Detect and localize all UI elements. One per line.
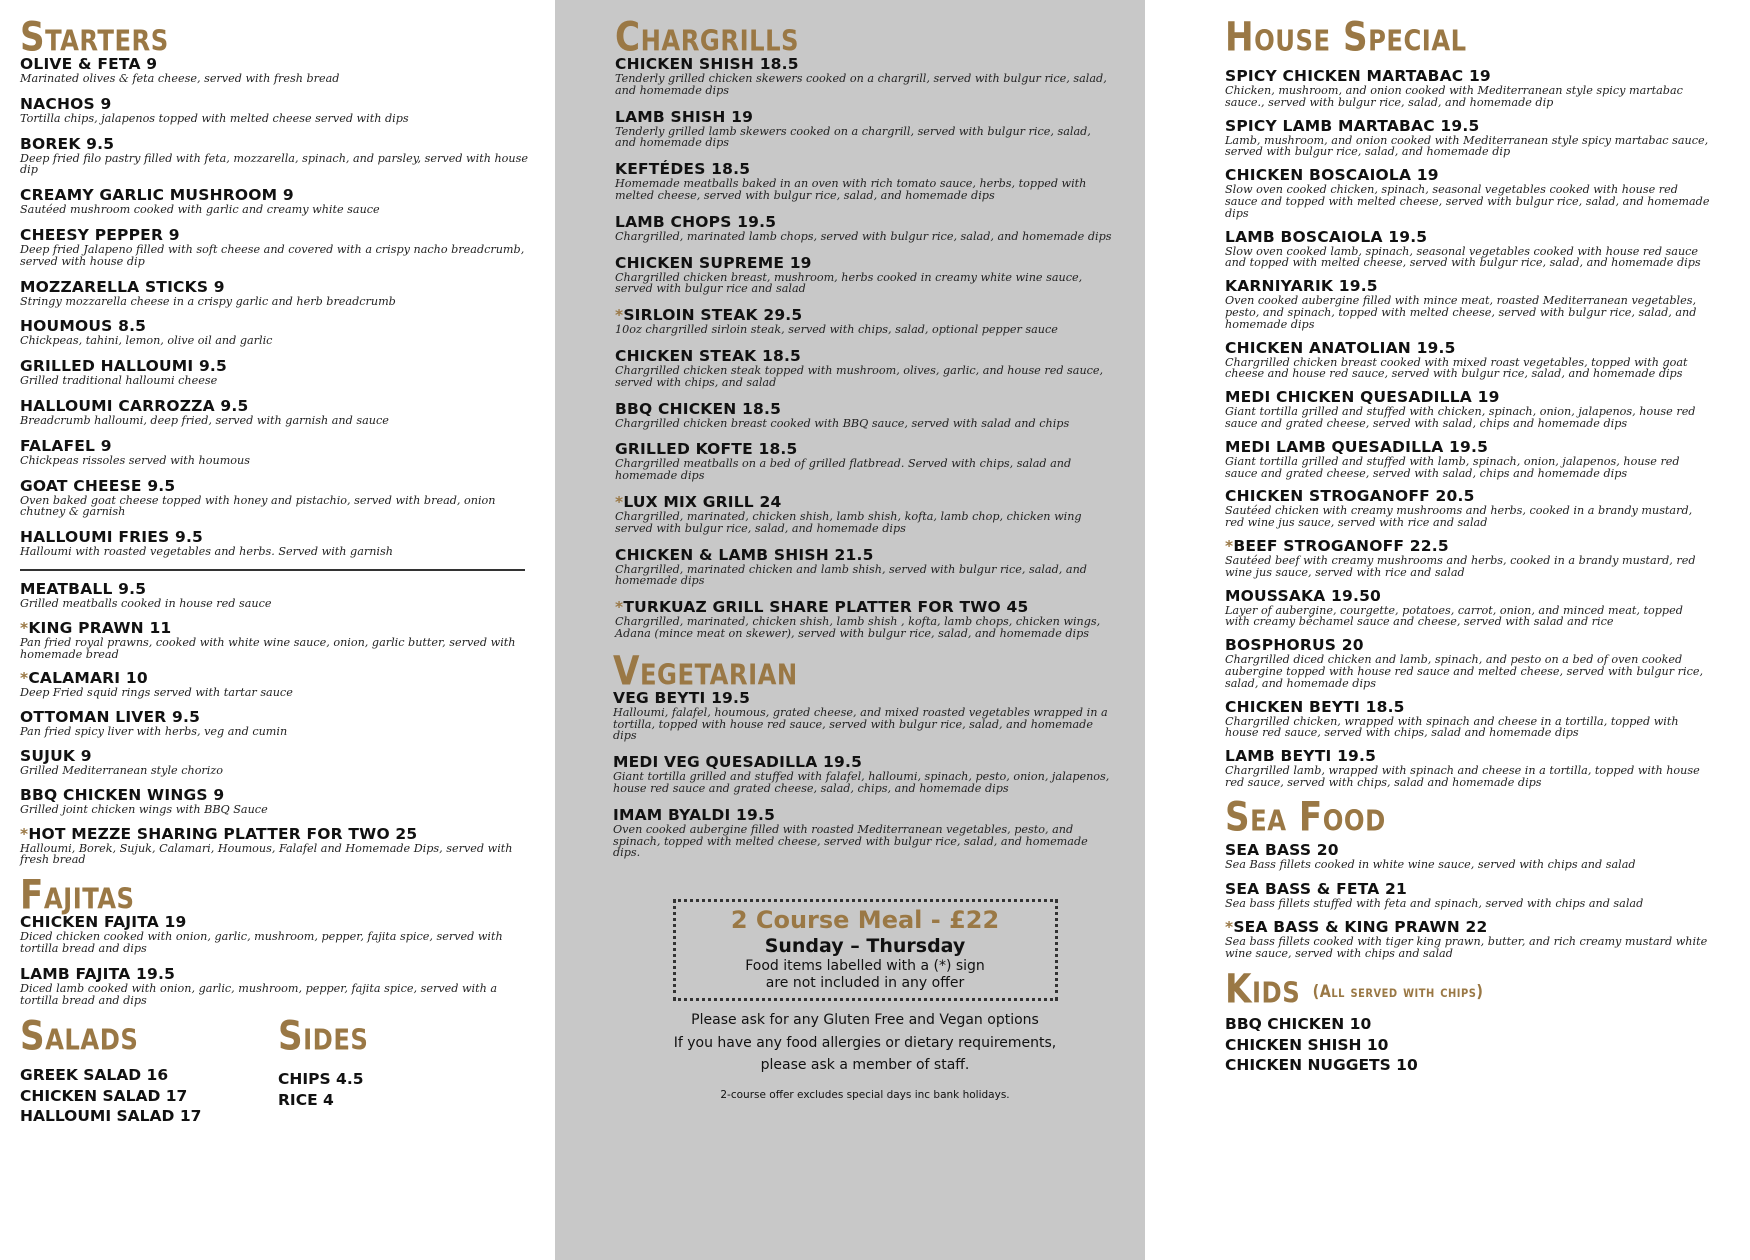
simple-menu-item: GREEK SALAD 16 — [20, 1066, 169, 1085]
sides-title: Sides — [278, 1013, 369, 1060]
menu-item — [613, 754, 1115, 795]
menu-item-name — [1225, 588, 1710, 605]
kids-title-text: Kids — [1225, 965, 1301, 1012]
menu-item-name — [1225, 699, 1710, 716]
menu-item-name — [615, 348, 1115, 365]
middle-column — [555, 0, 1145, 1260]
menu-item-description: Pan fried royal prawns, cooked with white wine sauce, onion, garlic butter, served with homemade bread — [20, 635, 516, 661]
excluded-offer-marker: * — [1225, 536, 1234, 555]
fajitas-list — [20, 914, 535, 1006]
menu-item — [1225, 637, 1710, 689]
menu-item — [1225, 588, 1710, 629]
menu-item — [20, 438, 535, 467]
simple-menu-item: CHIPS 4.5 — [278, 1070, 364, 1089]
menu-item-description: 10oz chargrilled sirloin steak, served with chips, salad, optional pepper sauce — [615, 323, 1058, 337]
menu-item-description: Halloumi, Borek, Sujuk, Calamari, Houmous, Falafel and Homemade Dips, served with fresh bread — [20, 841, 513, 867]
menu-item-title: SEA BASS & KING PRAWN 22 — [1233, 918, 1488, 937]
sea-food-list — [1225, 842, 1710, 960]
starters-list — [20, 56, 535, 558]
menu-item-title: LAMB SHISH 19 — [615, 107, 754, 126]
menu-item — [20, 709, 535, 738]
excluded-offer-marker: * — [615, 598, 624, 617]
menu-item-description: Sautéed beef with creamy mushrooms and herbs, cooked in a brandy mustard, red wine jus sauce, served with rice and salad — [1225, 553, 1696, 579]
chargrills-list — [615, 56, 1115, 640]
menu-item — [1225, 881, 1710, 910]
menu-item-title: KING PRAWN 11 — [28, 618, 172, 637]
menu-item-description: Halloumi, falafel, houmous, grated cheese, and mixed roasted vegetables wrapped in a tortilla, topped with house red sauce, served with bulgur rice, salad, and homemade dips — [613, 705, 1108, 743]
menu-item-title: CHICKEN STEAK 18.5 — [615, 346, 802, 365]
menu-item-title: NACHOS 9 — [20, 94, 112, 113]
menu-item — [20, 398, 535, 427]
menu-item-name — [1225, 439, 1710, 456]
excluded-offer-marker: * — [20, 618, 29, 637]
menu-item — [615, 56, 1115, 97]
menu-item-name — [1225, 488, 1710, 505]
promo-box — [673, 899, 1058, 1001]
salads-sides-row — [20, 1013, 535, 1127]
excluded-offer-marker: * — [615, 492, 624, 511]
menu-item-title: CHICKEN & LAMB SHISH 21.5 — [615, 545, 874, 564]
menu-item-description: Sea Bass fillets cooked in white wine sauce, served with chips and salad — [1225, 857, 1636, 871]
promo-days: Sunday – Thursday — [764, 935, 966, 958]
menu-item-description: Chargrilled chicken breast cooked with BBQ sauce, served with salad and chips — [615, 416, 1070, 430]
menu-item-title: CALAMARI 10 — [28, 669, 148, 688]
menu-item-description: Chargrilled, marinated chicken and lamb shish, served with bulgur rice, salad, and homemade dips — [615, 562, 1087, 588]
menu-item — [615, 348, 1115, 389]
menu-item-title: SPICY CHICKEN MARTABAC 19 — [1225, 67, 1491, 85]
house-special-title: House Special — [1225, 13, 1467, 61]
menu-item-name — [20, 966, 535, 983]
menu-item-title: CHEESY PEPPER 9 — [20, 225, 180, 244]
menu-item-description: Deep Fried squid rings served with tartar sauce — [20, 686, 293, 700]
menu-item-title: MOUSSAKA 19.50 — [1225, 586, 1382, 605]
menu-item-name — [615, 255, 1115, 272]
menu-item-title: MEATBALL 9.5 — [20, 579, 147, 598]
menu-item-name — [20, 96, 535, 113]
menu-item-name — [20, 187, 535, 204]
house-special-list — [1225, 68, 1710, 789]
menu-item-title: CHICKEN STROGANOFF 20.5 — [1225, 487, 1475, 506]
menu-item-description: Diced chicken cooked with onion, garlic, mushroom, pepper, fajita spice, served with tortilla bread and dips — [20, 930, 503, 955]
menu-item-name — [615, 599, 1115, 616]
menu-item — [613, 690, 1115, 742]
menu-item-description: Diced lamb cooked with onion, garlic, mushroom, pepper, fajita spice, served with a tortilla bread and dips — [20, 981, 498, 1007]
menu-item — [20, 478, 535, 519]
menu-item-name — [20, 787, 535, 804]
menu-item — [20, 529, 535, 558]
menu-item-description: Layer of aubergine, courgette, potatoes, carrot, onion, and minced meat, topped with creamy béchamel sauce and cheese, served with salad and rice — [1225, 603, 1683, 629]
menu-item-title: SPICY LAMB MARTABAC 19.5 — [1225, 116, 1480, 135]
menu-item-name — [1225, 278, 1710, 295]
menu-item — [615, 214, 1115, 243]
menu-item-title: SEA BASS 20 — [1225, 840, 1339, 859]
menu-item-name — [20, 581, 535, 598]
menu-item-name — [1225, 919, 1710, 936]
menu-item-name — [615, 161, 1115, 178]
menu-item-title: LAMB CHOPS 19.5 — [615, 212, 777, 231]
menu-item-name — [20, 136, 535, 153]
menu-item-description: Homemade meatballs baked in an oven with rich tomato sauce, herbs, topped with melted cheese, served with bulgur rice, salad, and homemade dips — [615, 177, 1087, 202]
menu-item-description: Grilled traditional halloumi cheese — [20, 374, 218, 388]
menu-item — [1225, 699, 1710, 740]
menu-item-description: Oven cooked aubergine filled with mince meat, roasted Mediterranean vegetables, pesto, and spinach, topped with melted cheese, served with bulgur rice, salad, and homemade dips — [1225, 294, 1697, 331]
menu-item-title: CHICKEN SUPREME 19 — [615, 253, 812, 272]
menu-item-title: LAMB BEYTI 19.5 — [1225, 747, 1377, 766]
menu-item — [1225, 919, 1710, 960]
menu-item-title: SIRLOIN STEAK 29.5 — [623, 306, 803, 325]
simple-menu-item: CHICKEN NUGGETS 10 — [1225, 1056, 1418, 1075]
menu-item-title: SUJUK 9 — [20, 746, 92, 765]
menu-item — [20, 748, 535, 777]
menu-item-name — [1225, 637, 1710, 654]
menu-item-description: Sautéed chicken with creamy mushrooms and herbs, cooked in a brandy mustard, red wine jus sauce, served with rice and salad — [1225, 504, 1693, 530]
menu-item-title: BOSPHORUS 20 — [1225, 636, 1364, 655]
menu-item-title: GRILLED HALLOUMI 9.5 — [20, 357, 228, 376]
menu-item — [1225, 439, 1710, 480]
menu-item-description: Grilled joint chicken wings with BBQ Sauce — [20, 802, 268, 816]
left-column — [0, 0, 555, 1255]
offer-fineprint: 2-course offer excludes special days inc bank holidays. — [720, 1088, 1010, 1101]
salads-list — [20, 1065, 278, 1127]
notes-line-1: Please ask for any Gluten Free and Vegan options — [691, 1012, 1039, 1029]
menu-item — [1225, 68, 1710, 109]
menu-item-title: CHICKEN ANATOLIAN 19.5 — [1225, 338, 1456, 357]
menu-item-title: TURKUAZ GRILL SHARE PLATTER FOR TWO 45 — [623, 598, 1029, 617]
simple-menu-item: CHICKEN SALAD 17 — [20, 1086, 188, 1105]
menu-item-name — [615, 214, 1115, 231]
menu-item-name — [1225, 340, 1710, 357]
menu-item-name — [20, 438, 535, 455]
menu-item-title: KARNIYARIK 19.5 — [1225, 277, 1378, 296]
menu-item — [20, 670, 535, 699]
menu-item-title: HOUMOUS 8.5 — [20, 317, 147, 336]
menu-item — [1225, 278, 1710, 330]
starters-title: Starters — [20, 13, 169, 61]
kids-list — [1225, 1014, 1710, 1076]
starters-list-2 — [20, 581, 535, 866]
menu-item-description: Chargrilled diced chicken and lamb, spinach, and pesto on a bed of oven cooked aubergine topped with house red sauce and melted cheese, served with bulgur rice, salad, and homemade dips — [1225, 653, 1704, 690]
menu-item-name — [20, 398, 535, 415]
menu-item-title: VEG BEYTI 19.5 — [613, 688, 751, 707]
menu-item-name — [1225, 229, 1710, 246]
menu-item-name — [1225, 118, 1710, 135]
menu-item-title: CREAMY GARLIC MUSHROOM 9 — [20, 186, 294, 205]
promo-note-1: Food items labelled with a (*) sign — [745, 958, 985, 975]
simple-menu-item: BBQ CHICKEN 10 — [1225, 1015, 1372, 1034]
menu-item-description: Stringy mozzarella cheese in a crispy garlic and herb breadcrumb — [20, 294, 396, 308]
menu-item-title: MEDI LAMB QUESADILLA 19.5 — [1225, 437, 1489, 456]
menu-item-title: BEEF STROGANOFF 22.5 — [1233, 536, 1449, 555]
fajitas-title: Fajitas — [20, 872, 135, 919]
menu-item-description: Tenderly grilled chicken skewers cooked on a chargrill, served with bulgur rice, salad, and homemade dips — [615, 72, 1107, 97]
menu-item-description: Tenderly grilled lamb skewers cooked on a chargrill, served with bulgur rice, salad, and homemade dips — [615, 124, 1091, 150]
menu-item-description: Tortilla chips, jalapenos topped with melted cheese served with dips — [20, 111, 409, 125]
chargrills-title: Chargrills — [615, 13, 800, 61]
sides-section — [278, 1013, 369, 1127]
menu-item-title: LUX MIX GRILL 24 — [623, 492, 782, 511]
right-column — [1145, 0, 1750, 1255]
menu-item-name — [615, 494, 1115, 511]
menu-item-description: Breadcrumb halloumi, deep fried, served with garnish and sauce — [20, 413, 389, 427]
menu-item-title: CHICKEN BOSCAIOLA 19 — [1225, 166, 1439, 185]
menu-item-title: FALAFEL 9 — [20, 436, 112, 455]
menu-item-description: Deep fried Jalapeno filled with soft cheese and covered with a crispy nacho breadcrumb, served with house dip — [20, 242, 525, 268]
menu-item — [1225, 167, 1710, 219]
excluded-offer-marker: * — [615, 306, 624, 325]
menu-item — [615, 255, 1115, 296]
menu-item — [20, 227, 535, 268]
sides-list — [278, 1069, 368, 1110]
menu-item-name — [20, 620, 535, 637]
vegetarian-list — [613, 690, 1115, 859]
menu-item-description: Marinated olives & feta cheese, served with fresh bread — [20, 72, 340, 85]
menu-item-title: IMAM BYALDI 19.5 — [613, 805, 776, 824]
menu-item-title: MOZZARELLA STICKS 9 — [20, 277, 225, 296]
menu-item-description: Sea bass fillets stuffed with feta and spinach, served with chips and salad — [1225, 896, 1644, 910]
menu-item-description: Chargrilled chicken, wrapped with spinach and cheese in a tortilla, topped with house red sauce, served with chips, salad and homemade dips — [1225, 714, 1679, 740]
menu-item-description: Slow oven cooked lamb, spinach, seasonal vegetables cooked with house red sauce and topped with melted cheese, served with bulgur rice, salad, and homemade dips — [1225, 244, 1701, 270]
menu-item — [615, 401, 1115, 430]
menu-item-description: Chargrilled meatballs on a bed of grilled flatbread. Served with chips, salad and homemade dips — [615, 457, 1072, 483]
menu-item-name — [1225, 68, 1710, 85]
menu-item — [615, 307, 1115, 336]
menu-item — [1225, 229, 1710, 270]
menu-item-name — [20, 318, 535, 335]
menu-item-name — [613, 807, 1115, 824]
simple-menu-item: CHICKEN SHISH 10 — [1225, 1035, 1389, 1054]
salads-section — [20, 1013, 278, 1127]
menu-item-title: GRILLED KOFTE 18.5 — [615, 440, 798, 459]
menu-item — [20, 826, 535, 867]
menu-item-title: LAMB FAJITA 19.5 — [20, 964, 176, 983]
menu-item-description: Halloumi with roasted vegetables and herbs. Served with garnish — [20, 545, 393, 559]
menu-item — [20, 358, 535, 387]
excluded-offer-marker: * — [20, 824, 29, 843]
menu-item-description: Giant tortilla grilled and stuffed with lamb, spinach, onion, jalapenos, house red sauce and grated cheese, served with salad, chips and homemade dips — [1225, 454, 1680, 480]
menu-item-name — [1225, 748, 1710, 765]
menu-item-title: BBQ CHICKEN WINGS 9 — [20, 785, 225, 804]
menu-item-name — [20, 478, 535, 495]
menu-item — [20, 966, 535, 1007]
menu-item-name — [20, 748, 535, 765]
menu-item — [615, 547, 1115, 588]
menu-item — [615, 109, 1115, 150]
menu-item-description: Chargrilled, marinated, chicken shish, lamb shish , kofta, lamb chops, chicken wings, Adana (mince meat on skewer), served with bulgur rice, salad, and homemade dips — [615, 615, 1101, 640]
menu-item-name — [615, 441, 1115, 458]
excluded-offer-marker: * — [1225, 918, 1234, 937]
menu-item-description: Giant tortilla grilled and stuffed with chicken, spinach, onion, jalapenos, house red sauce and grated cheese, served with salad, chips and homemade dips — [1225, 405, 1696, 430]
menu-item — [613, 807, 1115, 859]
menu-item — [20, 581, 535, 610]
menu-item-description: Chickpeas, tahini, lemon, olive oil and garlic — [20, 334, 273, 348]
menu-item-name — [615, 109, 1115, 126]
menu-item-description: Slow oven cooked chicken, spinach, seasonal vegetables cooked with house red sauce and topped with melted cheese, served with bulgur rice, salad, and homemade dips — [1225, 183, 1710, 220]
menu-item-description: Grilled Mediterranean style chorizo — [20, 763, 223, 777]
simple-menu-item: HALLOUMI SALAD 17 — [20, 1107, 202, 1126]
menu-item-description: Chargrilled, marinated, chicken shish, lamb shish, kofta, lamb chop, chicken wing served with bulgur rice, salad, and homemade dips — [615, 509, 1082, 535]
menu-item-title: KEFTÉDES 18.5 — [615, 160, 751, 179]
menu-item-title: HALLOUMI FRIES 9.5 — [20, 528, 204, 547]
menu-item-description: Oven cooked aubergine filled with roasted Mediterranean vegetables, pesto, and spinach, topped with melted cheese, served with bulgur rice, salad, and homemade dips. — [613, 822, 1088, 860]
promo-note-2: are not included in any offer — [765, 975, 965, 992]
vegetarian-title: Vegetarian — [613, 647, 798, 694]
menu-item-name — [615, 307, 1115, 324]
notes-line-2: If you have any food allergies or dietary requirements, — [673, 1034, 1057, 1051]
menu-item-title: CHICKEN FAJITA 19 — [20, 913, 187, 932]
excluded-offer-marker: * — [20, 669, 29, 688]
menu-item-name — [615, 401, 1115, 418]
menu-item — [615, 599, 1115, 640]
menu-item — [1225, 748, 1710, 789]
menu-item — [1225, 842, 1710, 871]
menu-item-name — [615, 547, 1115, 564]
menu-item-description: Sea bass fillets cooked with tiger king prawn, butter, and rich creamy mustard white wine sauce, served with chips and salad — [1225, 935, 1708, 961]
menu-item-name — [20, 279, 535, 296]
menu-item — [20, 136, 535, 177]
menu-item — [1225, 118, 1710, 159]
starters-divider — [20, 569, 525, 571]
menu-item — [20, 96, 535, 125]
menu-item-title: MEDI CHICKEN QUESADILLA 19 — [1225, 388, 1500, 407]
menu-item-description: Chargrilled lamb, wrapped with spinach and cheese in a tortilla, topped with house red sauce, served with chips, salad and homemade dips — [1225, 764, 1700, 789]
menu-item-description: Chargrilled, marinated lamb chops, served with bulgur rice, salad, and homemade dips — [615, 229, 1112, 243]
menu-item — [20, 787, 535, 816]
menu-item-title: CHICKEN BEYTI 18.5 — [1225, 697, 1405, 716]
menu-item-title: HOT MEZZE SHARING PLATTER FOR TWO 25 — [28, 824, 418, 843]
menu-item — [20, 318, 535, 347]
kids-subtitle: (All served with chips) — [1312, 980, 1484, 1001]
menu-item — [20, 56, 535, 85]
simple-menu-item: RICE 4 — [278, 1090, 334, 1109]
sea-food-title: Sea Food — [1225, 793, 1386, 840]
menu-item — [20, 620, 535, 661]
kids-title — [1225, 965, 1710, 1012]
menu-item — [20, 914, 535, 955]
menu-item-title: BBQ CHICKEN 18.5 — [615, 399, 782, 418]
menu-item-title: OLIVE & FETA 9 — [20, 55, 158, 73]
menu-item-name — [613, 754, 1115, 771]
menu-item-description: Pan fried spicy liver with herbs, veg and cumin — [20, 725, 288, 739]
menu-item-title: LAMB BOSCAIOLA 19.5 — [1225, 227, 1428, 246]
menu-item-name — [1225, 389, 1710, 406]
dietary-notes — [615, 1009, 1115, 1077]
salads-title: Salads — [20, 1013, 139, 1060]
menu-item-title: HALLOUMI CARROZZA 9.5 — [20, 396, 249, 415]
promo-title: 2 Course Meal - £22 — [730, 906, 1000, 935]
menu-item — [615, 441, 1115, 482]
menu-item-description: Lamb, mushroom, and onion cooked with Mediterranean style spicy martabac sauce, served with bulgur rice, salad, and homemade dip — [1225, 133, 1709, 159]
menu-item-title: BOREK 9.5 — [20, 134, 115, 153]
menu-item-name — [20, 709, 535, 726]
menu-item-name — [1225, 167, 1710, 184]
menu-item-name — [1225, 538, 1710, 555]
menu-item-title: CHICKEN SHISH 18.5 — [615, 55, 799, 73]
notes-line-3: please ask a member of staff. — [760, 1057, 970, 1074]
menu-item-title: GOAT CHEESE 9.5 — [20, 476, 176, 495]
menu-item-description: Chargrilled chicken steak topped with mushroom, olives, garlic, and house red sauce, served with chips, and salad — [615, 363, 1104, 389]
menu-item-description: Deep fried filo pastry filled with feta, mozzarella, spinach, and parsley, served with house dip — [20, 151, 528, 177]
menu-item — [615, 494, 1115, 535]
menu-item-name — [20, 227, 535, 244]
menu-item-title: SEA BASS & FETA 21 — [1225, 879, 1408, 898]
menu-item-title: MEDI VEG QUESADILLA 19.5 — [613, 753, 863, 772]
menu-item-description: Grilled meatballs cooked in house red sauce — [20, 596, 272, 610]
menu-item — [20, 187, 535, 216]
menu-item-description: Chickpeas rissoles served with houmous — [20, 453, 250, 467]
menu-item — [1225, 389, 1710, 430]
menu-item-name — [20, 826, 535, 843]
menu-item-name — [20, 529, 535, 546]
menu-item-description: Oven baked goat cheese topped with honey and pistachio, served with bread, onion chutney & garnish — [20, 493, 496, 519]
menu-item-name — [20, 358, 535, 375]
menu-item — [1225, 538, 1710, 579]
menu-item-name — [1225, 842, 1710, 859]
menu-item-title: OTTOMAN LIVER 9.5 — [20, 708, 201, 727]
menu-item-description: Sautéed mushroom cooked with garlic and creamy white sauce — [20, 203, 380, 217]
menu-item-description: Giant tortilla grilled and stuffed with falafel, halloumi, spinach, pesto, onion, jalapenos, house red sauce and grated cheese, salad, chips, and homemade dips — [613, 770, 1110, 795]
menu-item — [1225, 488, 1710, 529]
menu-item-description: Chargrilled chicken breast cooked with mixed roast vegetables, topped with goat cheese and house red sauce, served with bulgur rice, salad, and homemade dips — [1225, 355, 1688, 381]
menu-item — [615, 161, 1115, 202]
menu-item — [1225, 340, 1710, 381]
menu-item-description: Chicken, mushroom, and onion cooked with Mediterranean style spicy martabac sauce., served with bulgur rice, salad, and homemade dip — [1225, 84, 1683, 109]
menu-item-name — [1225, 881, 1710, 898]
menu-item-name — [20, 670, 535, 687]
menu-item — [20, 279, 535, 308]
menu-item-description: Chargrilled chicken breast, mushroom, herbs cooked in creamy white wine sauce, served with bulgur rice and salad — [615, 270, 1083, 296]
